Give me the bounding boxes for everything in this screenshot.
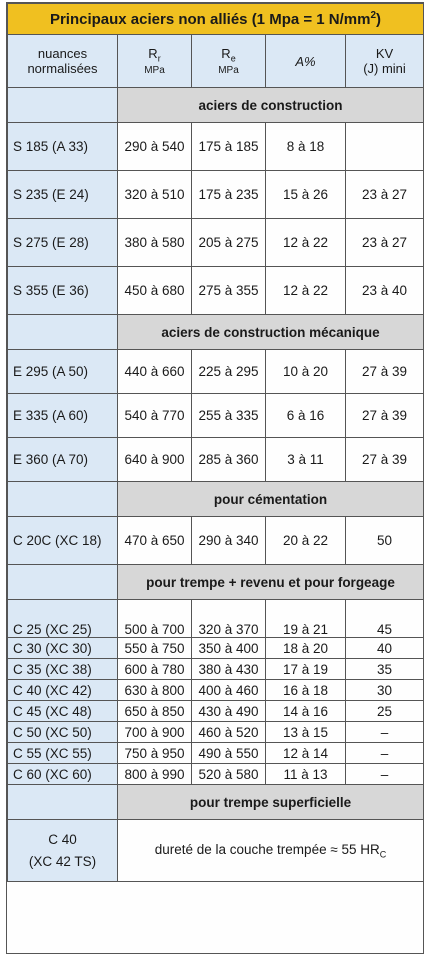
header-rr: $R_r$ MPa <box>118 35 192 88</box>
section-title: pour cémentation <box>118 482 424 517</box>
table-title: Principaux aciers non alliés (1 Mpa = 1 $N/mm^2$) <box>8 4 424 35</box>
table-row: S 185 (A 33) 290 à 540 175 à 185 8 à 18 <box>8 123 424 171</box>
header-grade: nuances normalisées <box>8 35 118 88</box>
table-row: C 30 (XC 30) 550 à 750 350 à 400 18 à 20 40 <box>8 638 424 659</box>
table-row: C 55 (XC 55) 750 à 950 490 à 550 12 à 14 – <box>8 743 424 764</box>
last-grade: C 40 (XC 42 TS) <box>8 820 118 882</box>
table-row: E 295 (A 50) 440 à 660 225 à 295 10 à 20 27 à 39 <box>8 350 424 394</box>
section-title: aciers de construction mécanique <box>118 315 424 350</box>
header-a: A% <box>266 35 346 88</box>
table-row: S 275 (E 28) 380 à 580 205 à 275 12 à 22 23 à 27 <box>8 219 424 267</box>
table-row: C 35 (XC 38) 600 à 780 380 à 430 17 à 19 35 <box>8 659 424 680</box>
table-row: C 60 (XC 60) 800 à 990 520 à 580 11 à 13 – <box>8 764 424 785</box>
table-row: C 45 (XC 48) 650 à 850 430 à 490 14 à 16 25 <box>8 701 424 722</box>
table-row: S 355 (E 36) 450 à 680 275 à 355 12 à 22 23 à 40 <box>8 267 424 315</box>
header-row <box>8 35 424 88</box>
steel-table-sheet <box>6 2 424 954</box>
table-row: E 360 (A 70) 640 à 900 285 à 360 3 à 11 27 à 39 <box>8 438 424 482</box>
table-row: C 25 (XC 25) 500 à 700 320 à 370 19 à 21 45 <box>8 600 424 638</box>
section-title: aciers de construction <box>118 88 424 123</box>
section-title: pour trempe + revenu et pour forgeage <box>118 565 424 600</box>
table-row: C 50 (XC 50) 700 à 900 460 à 520 13 à 15 – <box>8 722 424 743</box>
table-row <box>8 820 424 882</box>
table-row: S 235 (E 24) 320 à 510 175 à 235 15 à 26 23 à 27 <box>8 171 424 219</box>
hardness-note: dureté de la couche trempée ≈ 55 $HR_C$ <box>118 820 424 882</box>
table-row: C 40 (XC 42) 630 à 800 400 à 460 16 à 18 30 <box>8 680 424 701</box>
header-kv: KV (J) mini <box>346 35 424 88</box>
steel-properties-table <box>7 3 424 882</box>
header-re: $R_e$ MPa <box>192 35 266 88</box>
table-row: E 335 (A 60) 540 à 770 255 à 335 6 à 16 27 à 39 <box>8 394 424 438</box>
section-title: pour trempe superficielle <box>118 785 424 820</box>
table-row: C 20C (XC 18) 470 à 650 290 à 340 20 à 22 50 <box>8 517 424 565</box>
